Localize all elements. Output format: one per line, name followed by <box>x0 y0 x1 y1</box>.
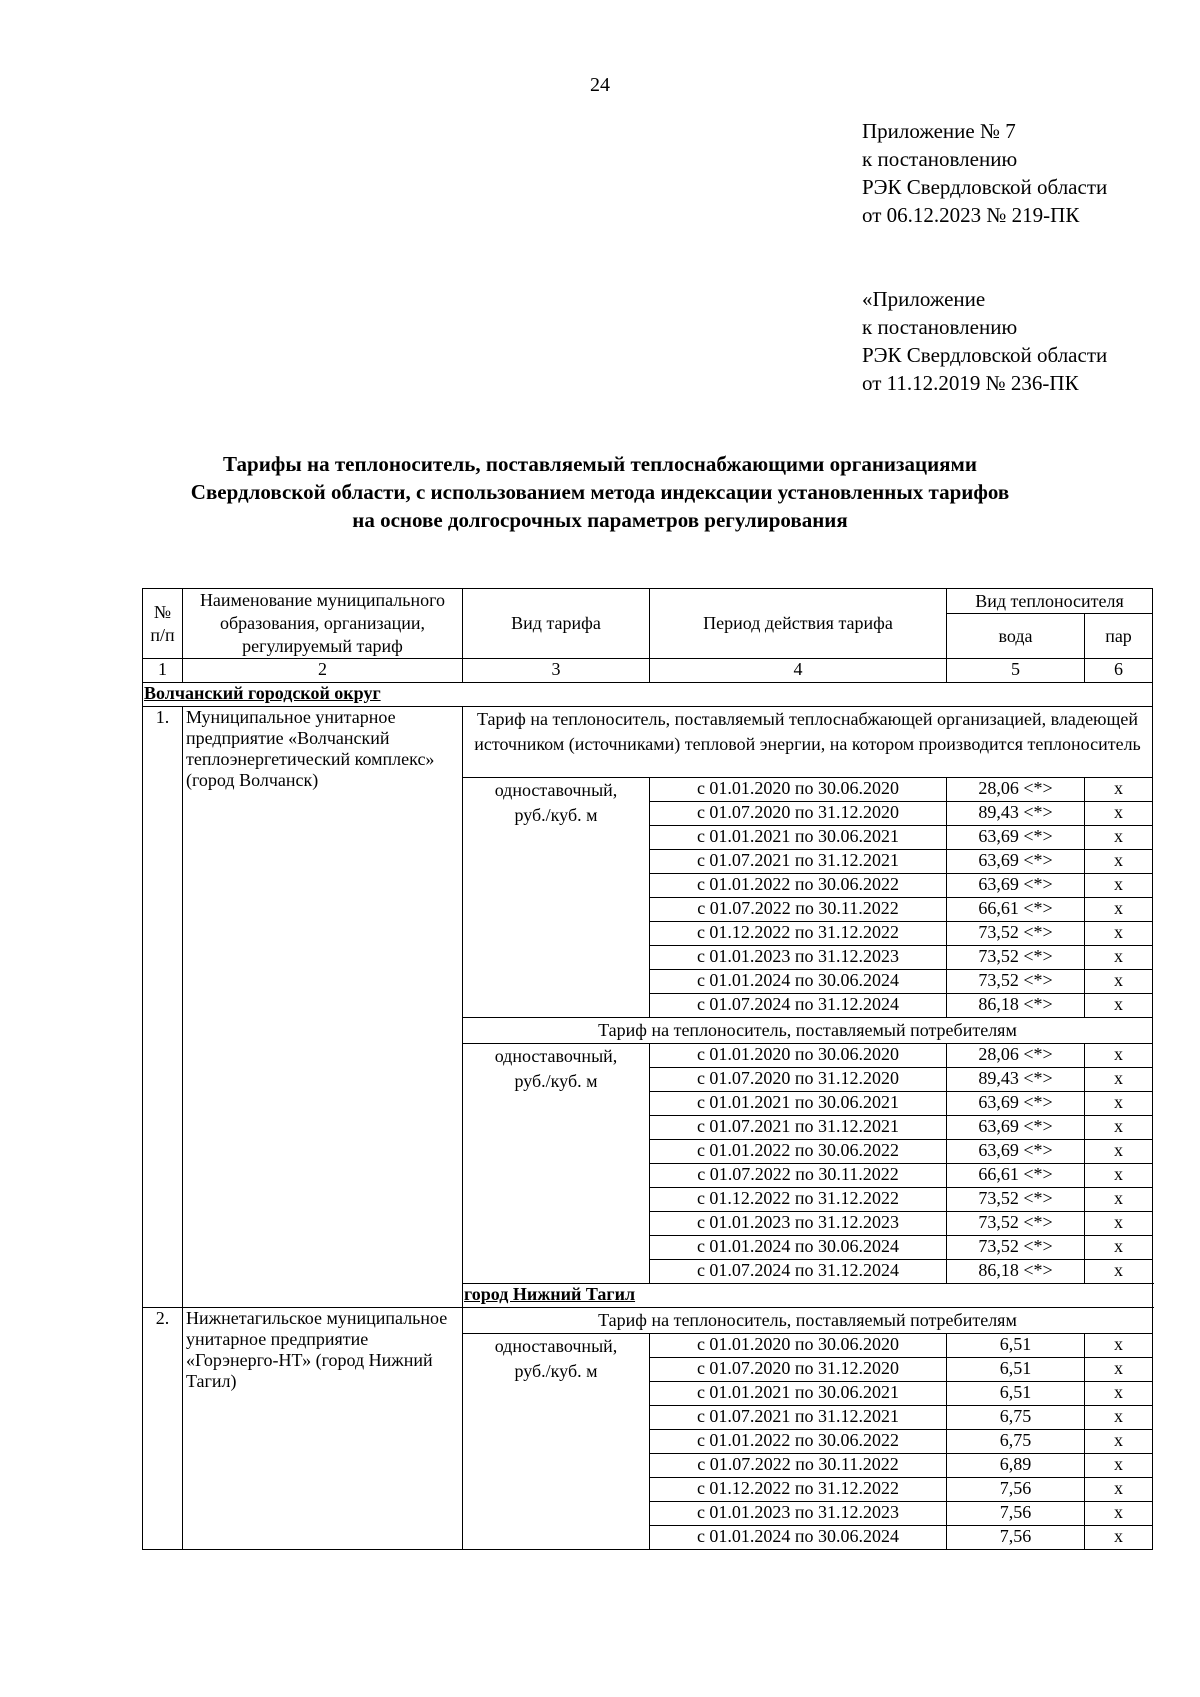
tariff-kind-line: одноставочный, <box>494 1336 618 1356</box>
period-cell: с 01.07.2020 по 31.12.2020 <box>650 1068 947 1092</box>
col-number: 5 <box>947 659 1085 683</box>
water-cell: 6,51 <box>947 1334 1085 1358</box>
tariff-kind-line: одноставочный, <box>494 780 618 800</box>
annex-line: «Приложение <box>862 287 986 311</box>
title-line: Свердловской области, с использованием метода индексации установленных тарифов <box>190 480 1010 504</box>
water-cell: 73,52 <*> <box>947 970 1085 994</box>
steam-cell: x <box>1085 994 1153 1018</box>
period-cell: с 01.12.2022 по 31.12.2022 <box>650 922 947 946</box>
water-cell: 89,43 <*> <box>947 1068 1085 1092</box>
title-line: Тарифы на теплоноситель, поставляемый теплоснабжающими организациями <box>223 452 977 476</box>
section-title: Тариф на теплоноситель, поставляемый потребителям <box>463 1308 1153 1334</box>
period-cell: с 01.07.2022 по 30.11.2022 <box>650 1164 947 1188</box>
period-cell: с 01.01.2021 по 30.06.2021 <box>650 1382 947 1406</box>
tariff-kind <box>463 778 650 1018</box>
section-row <box>143 1308 1153 1334</box>
period-cell: с 01.01.2020 по 30.06.2020 <box>650 778 947 802</box>
tariff-kind-line: руб./куб. м <box>514 1361 598 1381</box>
period-cell: с 01.01.2020 по 30.06.2020 <box>650 1334 947 1358</box>
water-cell: 28,06 <*> <box>947 778 1085 802</box>
period-cell: с 01.07.2024 по 31.12.2024 <box>650 994 947 1018</box>
period-cell: с 01.01.2024 по 30.06.2024 <box>650 970 947 994</box>
water-cell: 6,75 <box>947 1430 1085 1454</box>
steam-cell: x <box>1085 1502 1153 1526</box>
water-cell: 6,51 <box>947 1358 1085 1382</box>
period-cell: с 01.01.2021 по 30.06.2021 <box>650 826 947 850</box>
steam-cell: x <box>1085 1358 1153 1382</box>
water-cell: 73,52 <*> <box>947 922 1085 946</box>
annex-line: к постановлению <box>862 147 1018 171</box>
header-row <box>143 589 1153 614</box>
steam-cell: x <box>1085 1092 1153 1116</box>
annex-line: РЭК Свердловской области <box>862 175 1108 199</box>
page-number: 24 <box>590 74 610 96</box>
org-number: 2. <box>143 1308 183 1550</box>
header-name: Наименование муниципального образования, организации, регулируемый тариф <box>183 589 463 659</box>
steam-cell: x <box>1085 1260 1153 1284</box>
annex-line: РЭК Свердловской области <box>862 343 1108 367</box>
steam-cell: x <box>1085 1212 1153 1236</box>
period-cell: с 01.01.2024 по 30.06.2024 <box>650 1526 947 1550</box>
water-cell: 63,69 <*> <box>947 874 1085 898</box>
header-steam: пар <box>1085 614 1153 659</box>
water-cell: 73,52 <*> <box>947 1236 1085 1260</box>
header-no: № п/п <box>143 589 183 659</box>
period-cell: с 01.07.2024 по 31.12.2024 <box>650 1260 947 1284</box>
annex-line: от 11.12.2019 № 236-ПК <box>862 371 1079 395</box>
annex-line: Приложение № 7 <box>862 119 1016 143</box>
steam-cell: x <box>1085 1478 1153 1502</box>
steam-cell: x <box>1085 946 1153 970</box>
period-cell: с 01.07.2022 по 30.11.2022 <box>650 1454 947 1478</box>
water-cell: 63,69 <*> <box>947 850 1085 874</box>
water-cell: 89,43 <*> <box>947 802 1085 826</box>
water-cell: 66,61 <*> <box>947 898 1085 922</box>
period-cell: с 01.01.2023 по 31.12.2023 <box>650 1502 947 1526</box>
org-name: Нижнетагильское муниципальное унитарное предприятие «Горэнерго-НТ» (город Нижний Тагил) <box>183 1308 463 1550</box>
header-kind: Вид тарифа <box>463 589 650 659</box>
period-cell: с 01.01.2022 по 30.06.2022 <box>650 1140 947 1164</box>
period-cell: с 01.01.2021 по 30.06.2021 <box>650 1092 947 1116</box>
water-cell: 6,89 <box>947 1454 1085 1478</box>
water-cell: 7,56 <box>947 1526 1085 1550</box>
org-number: 1. <box>143 707 183 1308</box>
section-title: Тариф на теплоноситель, поставляемый теплоснабжающей организацией, владеющей источником (источниками) тепловой энергии, на котором производится теплоноситель <box>463 707 1153 778</box>
header-carrier: Вид теплоносителя <box>947 589 1153 614</box>
period-cell: с 01.12.2022 по 31.12.2022 <box>650 1478 947 1502</box>
steam-cell: x <box>1085 826 1153 850</box>
steam-cell: x <box>1085 970 1153 994</box>
header-water: вода <box>947 614 1085 659</box>
water-cell: 86,18 <*> <box>947 1260 1085 1284</box>
tariff-kind <box>463 1334 650 1550</box>
col-number: 2 <box>183 659 463 683</box>
period-cell: с 01.01.2022 по 30.06.2022 <box>650 874 947 898</box>
period-cell: с 01.07.2020 по 31.12.2020 <box>650 1358 947 1382</box>
steam-cell: x <box>1085 850 1153 874</box>
water-cell: 73,52 <*> <box>947 1188 1085 1212</box>
period-cell: с 01.07.2021 по 31.12.2021 <box>650 1406 947 1430</box>
annex-original <box>862 285 1107 397</box>
steam-cell: x <box>1085 1188 1153 1212</box>
header-period: Период действия тарифа <box>650 589 947 659</box>
annex-current <box>862 117 1107 229</box>
col-number: 1 <box>143 659 183 683</box>
steam-cell: x <box>1085 1454 1153 1478</box>
document-title <box>100 450 1100 534</box>
title-line: на основе долгосрочных параметров регулирования <box>352 508 848 532</box>
water-cell: 63,69 <*> <box>947 1092 1085 1116</box>
annex-line: к постановлению <box>862 315 1018 339</box>
tariff-table <box>142 588 1153 1550</box>
period-cell: с 01.01.2022 по 30.06.2022 <box>650 1430 947 1454</box>
period-cell: с 01.07.2020 по 31.12.2020 <box>650 802 947 826</box>
period-cell: с 01.01.2023 по 31.12.2023 <box>650 1212 947 1236</box>
period-cell: с 01.01.2023 по 31.12.2023 <box>650 946 947 970</box>
tariff-kind-line: одноставочный, <box>494 1046 618 1066</box>
tariff-kind <box>463 1044 650 1284</box>
tariff-kind-line: руб./куб. м <box>514 805 598 825</box>
steam-cell: x <box>1085 1164 1153 1188</box>
water-cell: 63,69 <*> <box>947 1116 1085 1140</box>
water-cell: 6,51 <box>947 1382 1085 1406</box>
period-cell: с 01.07.2021 по 31.12.2021 <box>650 850 947 874</box>
steam-cell: x <box>1085 1430 1153 1454</box>
tariff-kind-line: руб./куб. м <box>514 1071 598 1091</box>
section-row <box>143 707 1153 778</box>
water-cell: 66,61 <*> <box>947 1164 1085 1188</box>
steam-cell: x <box>1085 898 1153 922</box>
water-cell: 28,06 <*> <box>947 1044 1085 1068</box>
period-cell: с 01.01.2024 по 30.06.2024 <box>650 1236 947 1260</box>
water-cell: 63,69 <*> <box>947 826 1085 850</box>
steam-cell: x <box>1085 1044 1153 1068</box>
district-row <box>143 683 1153 707</box>
district-name: город Нижний Тагил <box>463 1284 1153 1308</box>
period-cell: с 01.07.2022 по 30.11.2022 <box>650 898 947 922</box>
period-cell: с 01.07.2021 по 31.12.2021 <box>650 1116 947 1140</box>
steam-cell: x <box>1085 874 1153 898</box>
period-cell: с 01.12.2022 по 31.12.2022 <box>650 1188 947 1212</box>
steam-cell: x <box>1085 1526 1153 1550</box>
column-numbers-row <box>143 659 1153 683</box>
steam-cell: x <box>1085 922 1153 946</box>
col-number: 3 <box>463 659 650 683</box>
steam-cell: x <box>1085 1406 1153 1430</box>
water-cell: 7,56 <box>947 1502 1085 1526</box>
district-name: Волчанский городской округ <box>143 683 1153 707</box>
period-cell: с 01.01.2020 по 30.06.2020 <box>650 1044 947 1068</box>
section-title: Тариф на теплоноситель, поставляемый потребителям <box>463 1018 1153 1044</box>
org-name: Муниципальное унитарное предприятие «Волчанский теплоэнергетический комплекс» (город Волчанск) <box>183 707 463 1308</box>
steam-cell: x <box>1085 1236 1153 1260</box>
steam-cell: x <box>1085 1140 1153 1164</box>
water-cell: 73,52 <*> <box>947 1212 1085 1236</box>
water-cell: 7,56 <box>947 1478 1085 1502</box>
water-cell: 73,52 <*> <box>947 946 1085 970</box>
steam-cell: x <box>1085 778 1153 802</box>
water-cell: 6,75 <box>947 1406 1085 1430</box>
steam-cell: x <box>1085 1334 1153 1358</box>
water-cell: 86,18 <*> <box>947 994 1085 1018</box>
steam-cell: x <box>1085 1068 1153 1092</box>
col-number: 4 <box>650 659 947 683</box>
annex-line: от 06.12.2023 № 219-ПК <box>862 203 1080 227</box>
steam-cell: x <box>1085 1382 1153 1406</box>
water-cell: 63,69 <*> <box>947 1140 1085 1164</box>
col-number: 6 <box>1085 659 1153 683</box>
steam-cell: x <box>1085 1116 1153 1140</box>
steam-cell: x <box>1085 802 1153 826</box>
